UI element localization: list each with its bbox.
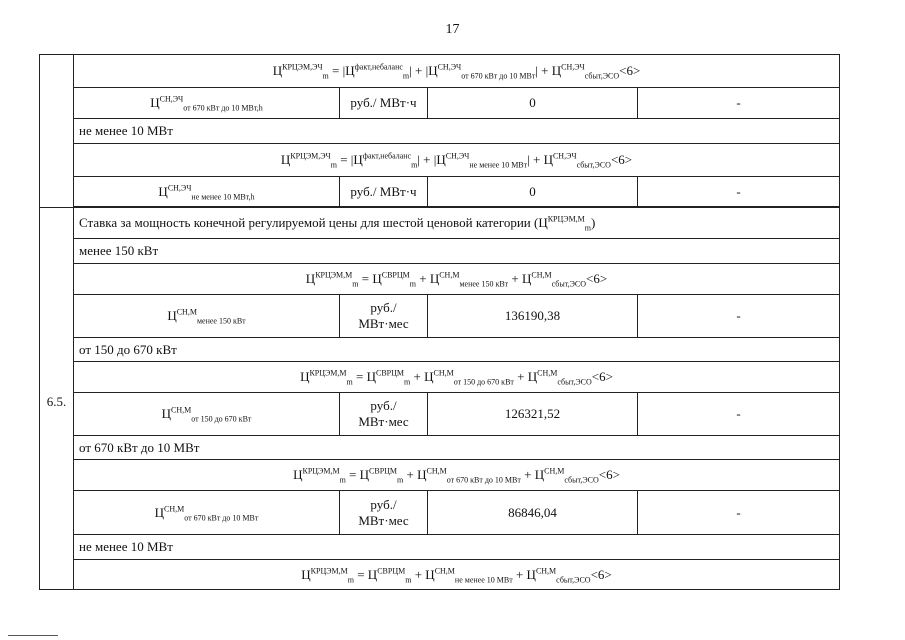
note: - <box>638 295 840 338</box>
rate-label: $Ц^{СН,ЭЧ}_{не менее 10 МВт,h}$ <box>74 177 340 207</box>
value: 0 <box>428 88 638 119</box>
value-row <box>40 295 840 338</box>
voltage-level: менее 150 кВт <box>74 239 840 264</box>
section-title: Ставка за мощность конечной регулируемой цены для шестой ценовой категории $(Ц^{КРЦЭМ,М}_m)$ <box>74 208 840 239</box>
formula: $Ц^{КРЦЭМ,М}_m = Ц^{СВРЦМ}_m + Ц^{СН,М}_{не менее 10 МВт} + Ц^{СН,М}_{сбыт,ЭСО}<6>$ <box>74 560 840 590</box>
value-row <box>40 88 840 119</box>
formula: $Ц^{КРЦЭМ,М}_m = Ц^{СВРЦМ}_m + Ц^{СН,М}_{от 670 кВт до 10 МВт} + Ц^{СН,М}_{сбыт,ЭСО}<6>$ <box>74 460 840 491</box>
tariff-table <box>39 54 840 590</box>
voltage-level-row <box>40 239 840 264</box>
formula-row <box>40 362 840 393</box>
scan-edge-line <box>8 635 58 636</box>
value: 136190,38 <box>428 295 638 338</box>
voltage-level-row <box>40 338 840 362</box>
voltage-level: не менее 10 МВт <box>74 535 840 560</box>
rate-label: $Ц^{СН,М}_{менее 150 кВт}$ <box>74 295 340 338</box>
section-number-cell <box>40 208 74 590</box>
value: 86846,04 <box>428 491 638 535</box>
value-row <box>40 177 840 207</box>
formula-row <box>40 144 840 177</box>
value-row <box>40 491 840 535</box>
row-number-cell <box>40 55 74 208</box>
voltage-level-row <box>40 436 840 460</box>
note: - <box>638 88 840 119</box>
voltage-level-row <box>40 535 840 560</box>
unit: руб./ МВт·ч <box>340 177 428 207</box>
formula: $Ц^{КРЦЭМ,ЭЧ}_m = |Ц^{факт,небаланс}_m| + |Ц^{СН,ЭЧ}_{от 670 кВт до 10 МВт}| + Ц^{СН,ЭЧ}_{сбыт,ЭСО}<6>$ <box>74 55 840 88</box>
rate-label: $Ц^{СН,М}_{от 150 до 670 кВт}$ <box>74 393 340 436</box>
section-heading-row <box>40 208 840 239</box>
unit: руб./ МВт·мес <box>340 295 428 338</box>
voltage-level-row <box>40 119 840 144</box>
rate-label: $Ц^{СН,М}_{от 670 кВт до 10 МВт}$ <box>74 491 340 535</box>
note: - <box>638 177 840 207</box>
unit: руб./ МВт·мес <box>340 491 428 535</box>
page-number: 17 <box>445 22 460 37</box>
note: - <box>638 491 840 535</box>
formula-row <box>40 55 840 88</box>
note: - <box>638 393 840 436</box>
unit: руб./ МВт·мес <box>340 393 428 436</box>
formula: $Ц^{КРЦЭМ,М}_m = Ц^{СВРЦМ}_m + Ц^{СН,М}_{менее 150 кВт} + Ц^{СН,М}_{сбыт,ЭСО}<6>$ <box>74 264 840 295</box>
formula-row <box>40 264 840 295</box>
formula: $Ц^{КРЦЭМ,М}_m = Ц^{СВРЦМ}_m + Ц^{СН,М}_{от 150 до 670 кВт} + Ц^{СН,М}_{сбыт,ЭСО}<6>$ <box>74 362 840 393</box>
unit: руб./ МВт·ч <box>340 88 428 119</box>
value: 0 <box>428 177 638 207</box>
formula: $Ц^{КРЦЭМ,ЭЧ}_m = |Ц^{факт,небаланс}_m| + |Ц^{СН,ЭЧ}_{не менее 10 МВт}| + Ц^{СН,ЭЧ}_{сбыт,ЭСО}<6>$ <box>74 144 840 177</box>
voltage-level: от 670 кВт до 10 МВт <box>74 436 840 460</box>
rate-label: $Ц^{СН,ЭЧ}_{от 670 кВт до 10 МВт,h}$ <box>74 88 340 119</box>
formula-row <box>40 560 840 590</box>
value: 126321,52 <box>428 393 638 436</box>
value-row <box>40 393 840 436</box>
voltage-level: от 150 до 670 кВт <box>74 338 840 362</box>
formula-row <box>40 460 840 491</box>
voltage-level: не менее 10 МВт <box>74 119 840 144</box>
section-number: 6.5. <box>46 393 67 409</box>
